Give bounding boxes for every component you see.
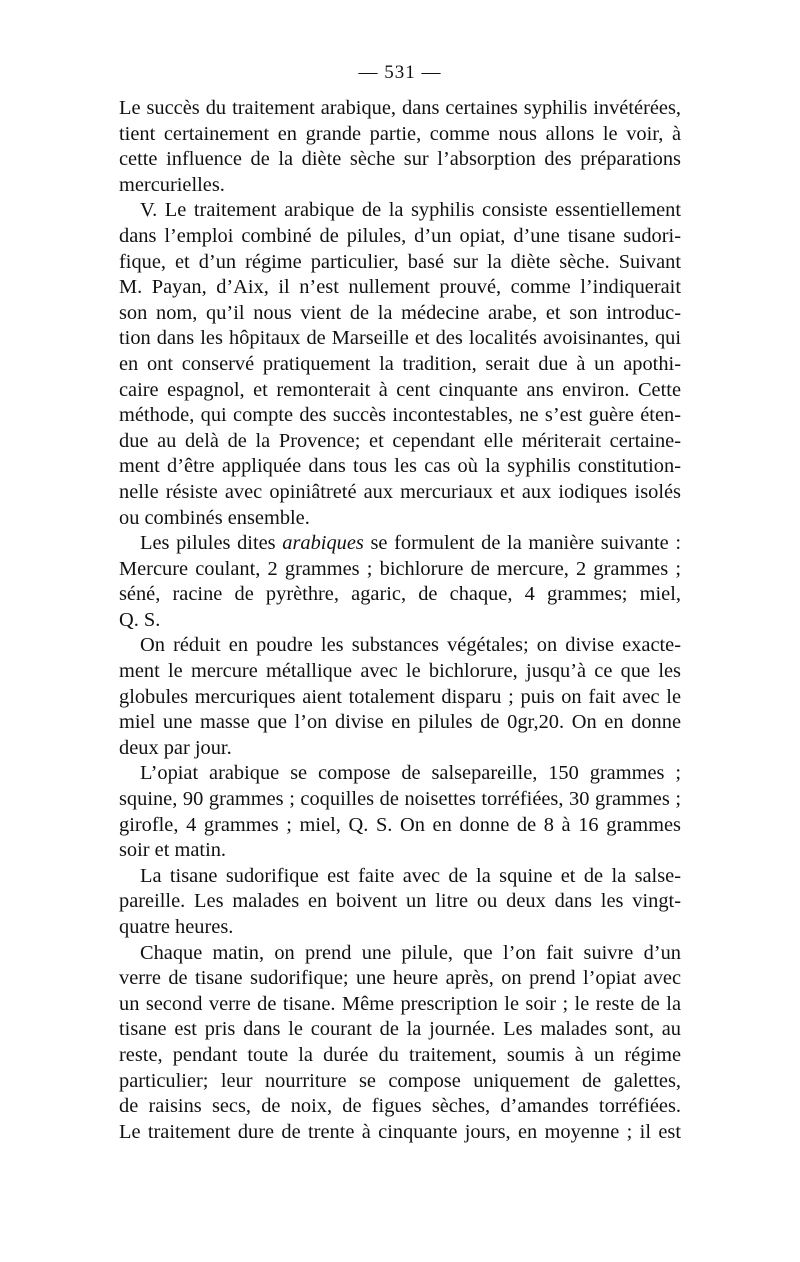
text-line: girofle, 4 grammes ; miel, Q. S. On en donne de 8 à 16 grammes: [119, 813, 681, 836]
text-line: tisane est pris dans le courant de la journée. Les malades sont, au: [119, 1018, 681, 1041]
text-line: soir et matin.: [119, 839, 227, 862]
text-line: caire espagnol, et remonterait à cent cinquante ans environ. Cette: [119, 378, 681, 401]
text-line: reste, pendant toute la durée du traitement, soumis à un régime: [119, 1043, 681, 1066]
page-number: — 531 —: [358, 62, 442, 83]
text-line: M. Payan, d’Aix, il n’est nullement prouvé, comme l’indiquerait: [119, 276, 681, 299]
text-line: tion dans les hôpitaux de Marseille et des localités avoisinantes, qui: [119, 327, 681, 350]
text-line: L’opiat arabique se compose de salsepareille, 150 grammes ;: [140, 762, 681, 785]
text-line: due au delà de la Provence; et cependant elle mériterait certaine-: [119, 429, 681, 452]
text-line: Le succès du traitement arabique, dans certaines syphilis invétérées,: [119, 97, 681, 119]
text-line: mercurielles.: [119, 173, 225, 196]
text-line: nelle résiste avec opiniâtreté aux mercuriaux et aux iodiques isolés: [119, 480, 681, 503]
text-line: dans l’emploi combiné de pilules, d’un opiat, d’une tisane sudori-: [119, 224, 681, 247]
text-line: son nom, qu’il nous vient de la médecine arabe, et son introduc-: [119, 301, 681, 324]
text-line: Le traitement dure de trente à cinquante jours, en moyenne ; il est: [119, 1120, 681, 1143]
text-line: globules mercuriques aient totalement disparu ; puis on fait avec le: [119, 685, 681, 708]
text-line: [119, 531, 681, 557]
text-line: miel une masse que l’on divise en pilules de 0gr,20. On en donne: [119, 711, 681, 734]
text-line: ment d’être appliquée dans tous les cas où la syphilis constitution-: [119, 455, 681, 478]
text-line: un second verre de tisane. Même prescription le soir ; le reste de la: [119, 992, 681, 1015]
text-line: La tisane sudorifique est faite avec de la squine et de la salse-: [140, 864, 681, 887]
text-line: méthode, qui compte des succès incontestables, ne s’est guère éten-: [119, 404, 681, 427]
text-line: cette influence de la diète sèche sur l’absorption des préparations: [119, 148, 681, 171]
italic-term: arabiques: [282, 532, 364, 555]
text-line: séné, racine de pyrèthre, agaric, de chaque, 4 grammes; miel,: [119, 583, 681, 606]
body-text: [119, 96, 681, 1145]
text-line: tient certainement en grande partie, comme nous allons le voir, à: [119, 122, 681, 145]
text-line: pareille. Les malades en boivent un litre ou deux dans les vingt-: [119, 890, 681, 913]
text-line: de raisins secs, de noix, de figues sèches, d’amandes torréfiées.: [119, 1095, 681, 1118]
text-line: Chaque matin, on prend une pilule, que l’on fait suivre d’un: [140, 941, 681, 964]
text-span: se formulent de la manière suivante :: [363, 532, 681, 555]
text-line: ment le mercure métallique avec le bichlorure, jusqu’à ce que les: [119, 660, 681, 683]
text-line: verre de tisane sudorifique; une heure après, on prend l’opiat avec: [119, 967, 681, 990]
text-line: Mercure coulant, 2 grammes ; bichlorure de mercure, 2 grammes ;: [119, 557, 681, 580]
text-line: Q. S.: [119, 608, 161, 631]
text-line: squine, 90 grammes ; coquilles de noisettes torréfiées, 30 grammes ;: [119, 788, 681, 811]
text-span: Les pilules dites: [140, 532, 283, 555]
text-line: ou combinés ensemble.: [119, 506, 310, 529]
text-line: particulier; leur nourriture se compose uniquement de galettes,: [119, 1069, 681, 1092]
text-line: On réduit en poudre les substances végétales; on divise exacte-: [140, 634, 681, 657]
text-line: deux par jour.: [119, 736, 232, 759]
text-line: V. Le traitement arabique de la syphilis consiste essentiellement: [140, 199, 681, 222]
text-line: quatre heures.: [119, 916, 234, 938]
text-line: en ont conservé pratiquement la tradition, serait due à un apothi-: [119, 352, 681, 375]
text-line: fique, et d’un régime particulier, basé sur la diète sèche. Suivant: [119, 250, 681, 273]
